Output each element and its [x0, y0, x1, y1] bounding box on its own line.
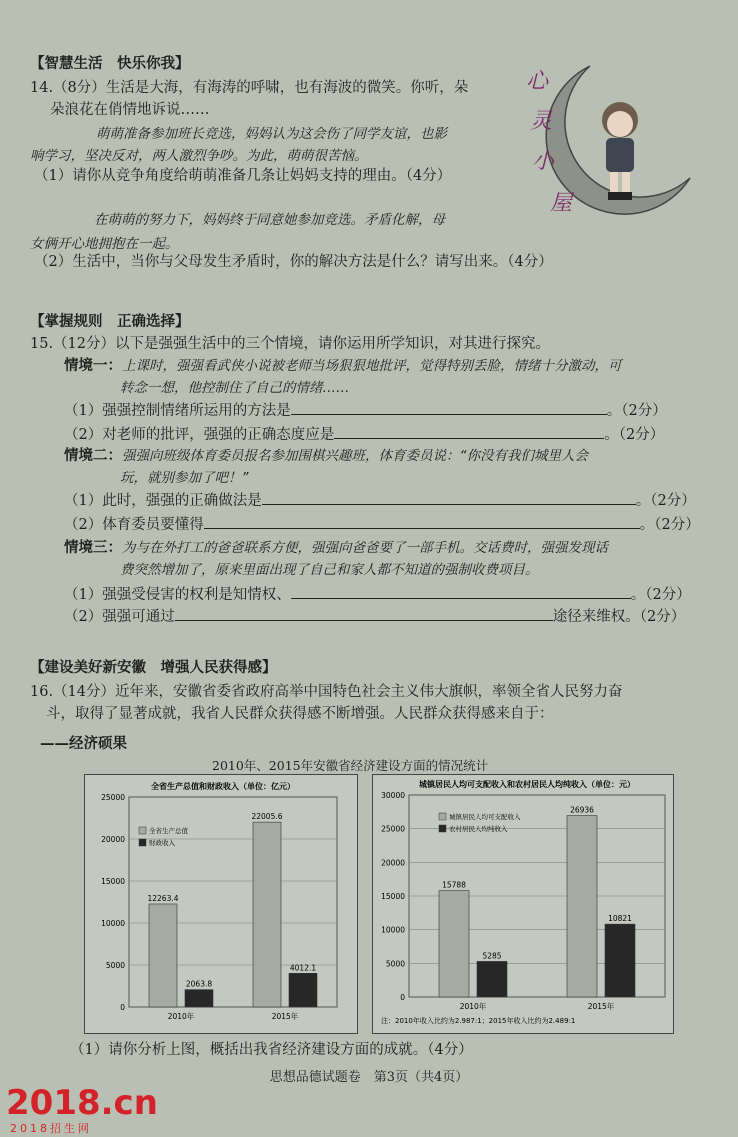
q14-story-line-4: 女俩开心地拥抱在一起。	[30, 236, 179, 252]
deco-char-3: 小	[532, 149, 555, 174]
chart-income	[372, 774, 674, 1034]
scenario-2-q1: （1）此时，强强的正确做法是	[64, 493, 262, 509]
chart-main-title: 2010年、2015年安徽省经济建设方面的情况统计	[212, 758, 489, 773]
x-tick-label: 2015年	[271, 1012, 299, 1021]
section-heading-3: 【建设美好新安徽 增强人民获得感】	[30, 660, 277, 676]
bar-series-1	[253, 822, 281, 1007]
scenario-3-q1: （1）强强受侵害的权利是知情权、	[64, 587, 291, 603]
score: 。（2分）	[630, 587, 691, 603]
legend-label: 全省生产总值	[149, 827, 188, 835]
bar-series-2	[605, 924, 635, 997]
y-tick-label: 25000	[101, 793, 125, 802]
data-label: 26936	[570, 805, 594, 815]
chart-title: 城镇居民人均可支配收入和农村居民人均纯收入（单位：元）	[419, 780, 635, 789]
scenario-2-text-line-1	[64, 446, 588, 466]
y-tick-label: 30000	[381, 791, 405, 800]
data-label: 15788	[442, 880, 466, 890]
scenario-2-text-line-2: 玩，就别参加了吧！”	[120, 470, 249, 486]
deco-char-4: 屋	[550, 191, 573, 216]
site-logo[interactable]	[6, 1083, 158, 1136]
scenario-3-text-line-2: 费突然增加了，原来里面出现了自己和家人都不知道的强制收费项目。	[120, 562, 539, 578]
section-heading-1: 【智慧生活 快乐你我】	[30, 56, 190, 72]
score: 。（2分）	[606, 403, 667, 419]
scenario-1-text-line-1	[64, 356, 622, 376]
scenario-3-q1-row	[64, 584, 691, 605]
scenario-1-q1-row	[64, 400, 667, 421]
legend-swatch	[139, 839, 146, 846]
y-tick-label: 15000	[381, 892, 405, 901]
data-label: 22005.6	[251, 812, 283, 822]
legend-label: 城镇居民人均可支配收入	[449, 813, 521, 821]
data-label: 12263.4	[147, 893, 179, 903]
bar-series-1	[567, 816, 597, 997]
legend-swatch	[439, 825, 446, 832]
legend-swatch	[139, 827, 146, 834]
logo-sub-text: 2018招生网	[10, 1122, 92, 1135]
answer-blank[interactable]	[291, 400, 607, 415]
scenario-1-q2-row	[64, 424, 664, 445]
q14-subquestion-2: （2）生活中，当你与父母发生矛盾时，你的解决方法是什么？请写出来。（4分）	[34, 254, 553, 270]
x-tick-label: 2010年	[459, 1002, 487, 1011]
x-tick-label: 2010年	[167, 1012, 195, 1021]
legend-label: 财政收入	[149, 839, 175, 847]
chart-gdp-revenue-svg	[85, 775, 357, 1033]
scenario-2-text: 强强向班级体育委员报名参加围棋兴趣班，体育委员说：“你没有我们城里人会	[122, 448, 588, 464]
economy-subheading: ——经济硕果	[40, 736, 127, 752]
q14-intro-line-2: 朵浪花在俏情地诉说……	[50, 102, 210, 118]
y-tick-label: 5000	[105, 961, 125, 970]
score: 。（2分）	[635, 493, 696, 509]
q15-intro: 15.（12分）以下是强强生活中的三个情境，请你运用所学知识，对其进行探究。	[30, 336, 551, 352]
bar-series-2	[477, 961, 507, 997]
scenario-1-q2: （2）对老师的批评，强强的正确态度应是	[64, 427, 335, 443]
chart-title: 全省生产总值和财政收入（单位：亿元）	[151, 782, 295, 791]
answer-blank[interactable]	[175, 606, 553, 621]
scenario-1-text: 上课时，强强看武侠小说被老师当场狠狠地批评，觉得特别丢脸，情绪十分激动，可	[122, 358, 622, 374]
q14-story-line-3: 在萌萌的努力下，妈妈终于同意她参加竞选。矛盾化解，母	[94, 212, 445, 228]
chart-gdp-revenue	[84, 774, 358, 1034]
q14-story-line-1: 萌萌准备参加班长竞选，妈妈认为这会伤了同学友谊，也影	[96, 126, 447, 142]
scenario-3-q2-row	[64, 606, 685, 627]
bar-series-1	[149, 904, 177, 1007]
data-label: 4012.1	[289, 963, 317, 973]
girl-figure-icon	[602, 102, 638, 200]
q14-subquestion-1: （1）请你从竞争角度给萌萌准备几条让妈妈支持的理由。（4分）	[34, 168, 452, 184]
y-tick-label: 10000	[381, 925, 405, 935]
y-tick-label: 15000	[101, 877, 125, 886]
y-tick-label: 25000	[381, 824, 405, 834]
scenario-3-text: 为与在外打工的爸爸联系方便，强强向爸爸要了一部手机。交话费时，强强发现话	[122, 540, 608, 556]
chart-note: 注：2010年收入比约为2.987:1；2015年收入比约为2.489:1	[381, 1017, 576, 1025]
score: 。（2分）	[604, 427, 665, 443]
y-tick-label: 0	[400, 993, 405, 1002]
y-tick-label: 10000	[101, 919, 125, 928]
scenario-1-text-line-2: 转念一想，他控制住了自己的情绪……	[120, 380, 350, 396]
scenario-2-label: 情境二：	[64, 447, 122, 464]
deco-char-2: 灵	[530, 109, 553, 134]
scenario-1-q1: （1）强强控制情绪所运用的方法是	[64, 403, 291, 419]
bar-series-2	[289, 973, 317, 1007]
q14-intro-line-1: 14.（8分）生活是大海，有海涛的呼啸，也有海波的微笑。你听，朵	[30, 80, 469, 96]
legend-label: 农村居民人均纯收入	[449, 825, 508, 833]
bar-series-1	[439, 891, 469, 997]
data-label: 10821	[608, 914, 632, 924]
y-tick-label: 5000	[385, 959, 405, 969]
answer-blank[interactable]	[334, 424, 604, 439]
data-label: 2063.8	[185, 979, 213, 989]
scenario-3-text-line-1	[64, 538, 608, 558]
y-tick-label: 0	[120, 1003, 125, 1012]
y-tick-label: 20000	[101, 835, 125, 844]
answer-blank[interactable]	[291, 584, 631, 599]
answer-blank[interactable]	[204, 514, 640, 529]
logo-main-text: 2018.cn	[6, 1083, 158, 1123]
data-label: 5285	[482, 951, 502, 961]
legend-swatch	[439, 813, 446, 820]
scenario-3-q2: （2）强强可通过	[64, 609, 175, 625]
q16-intro-line-1: 16.（14分）近年来，安徽省委省政府高举中国特色社会主义伟大旗帜，率领全省人民努力奋	[30, 684, 623, 700]
scenario-3-label: 情境三：	[64, 539, 122, 556]
q14-story-line-2: 响学习，坚决反对，两人激烈争吵。为此，萌萌很苦恼。	[30, 148, 368, 164]
answer-blank[interactable]	[262, 490, 636, 505]
chart-income-svg	[373, 775, 673, 1033]
moon-girl-illustration	[520, 48, 710, 228]
section-heading-2: 【掌握规则 正确选择】	[30, 314, 190, 330]
score-suffix: 途径来维权。（2分）	[552, 609, 686, 625]
scenario-2-q1-row	[64, 490, 696, 511]
deco-char-1: 心	[526, 69, 549, 94]
scenario-1-label: 情境一：	[64, 357, 122, 374]
scenario-2-q2-row	[64, 514, 700, 535]
y-tick-label: 20000	[381, 858, 405, 868]
bar-series-2	[185, 990, 213, 1007]
score: 。（2分）	[639, 517, 700, 533]
q16-intro-line-2: 斗，取得了显著成就，我省人民群众获得感不断增强。人民群众获得感来自于：	[46, 706, 554, 722]
q16-subquestion-1: （1）请你分析上图，概括出我省经济建设方面的成就。（4分）	[70, 1042, 473, 1058]
x-tick-label: 2015年	[587, 1002, 615, 1011]
scenario-2-q2: （2）体育委员要懂得	[64, 517, 204, 533]
page-footer: 思想品德试题卷 第3页（共4页）	[269, 1070, 469, 1085]
